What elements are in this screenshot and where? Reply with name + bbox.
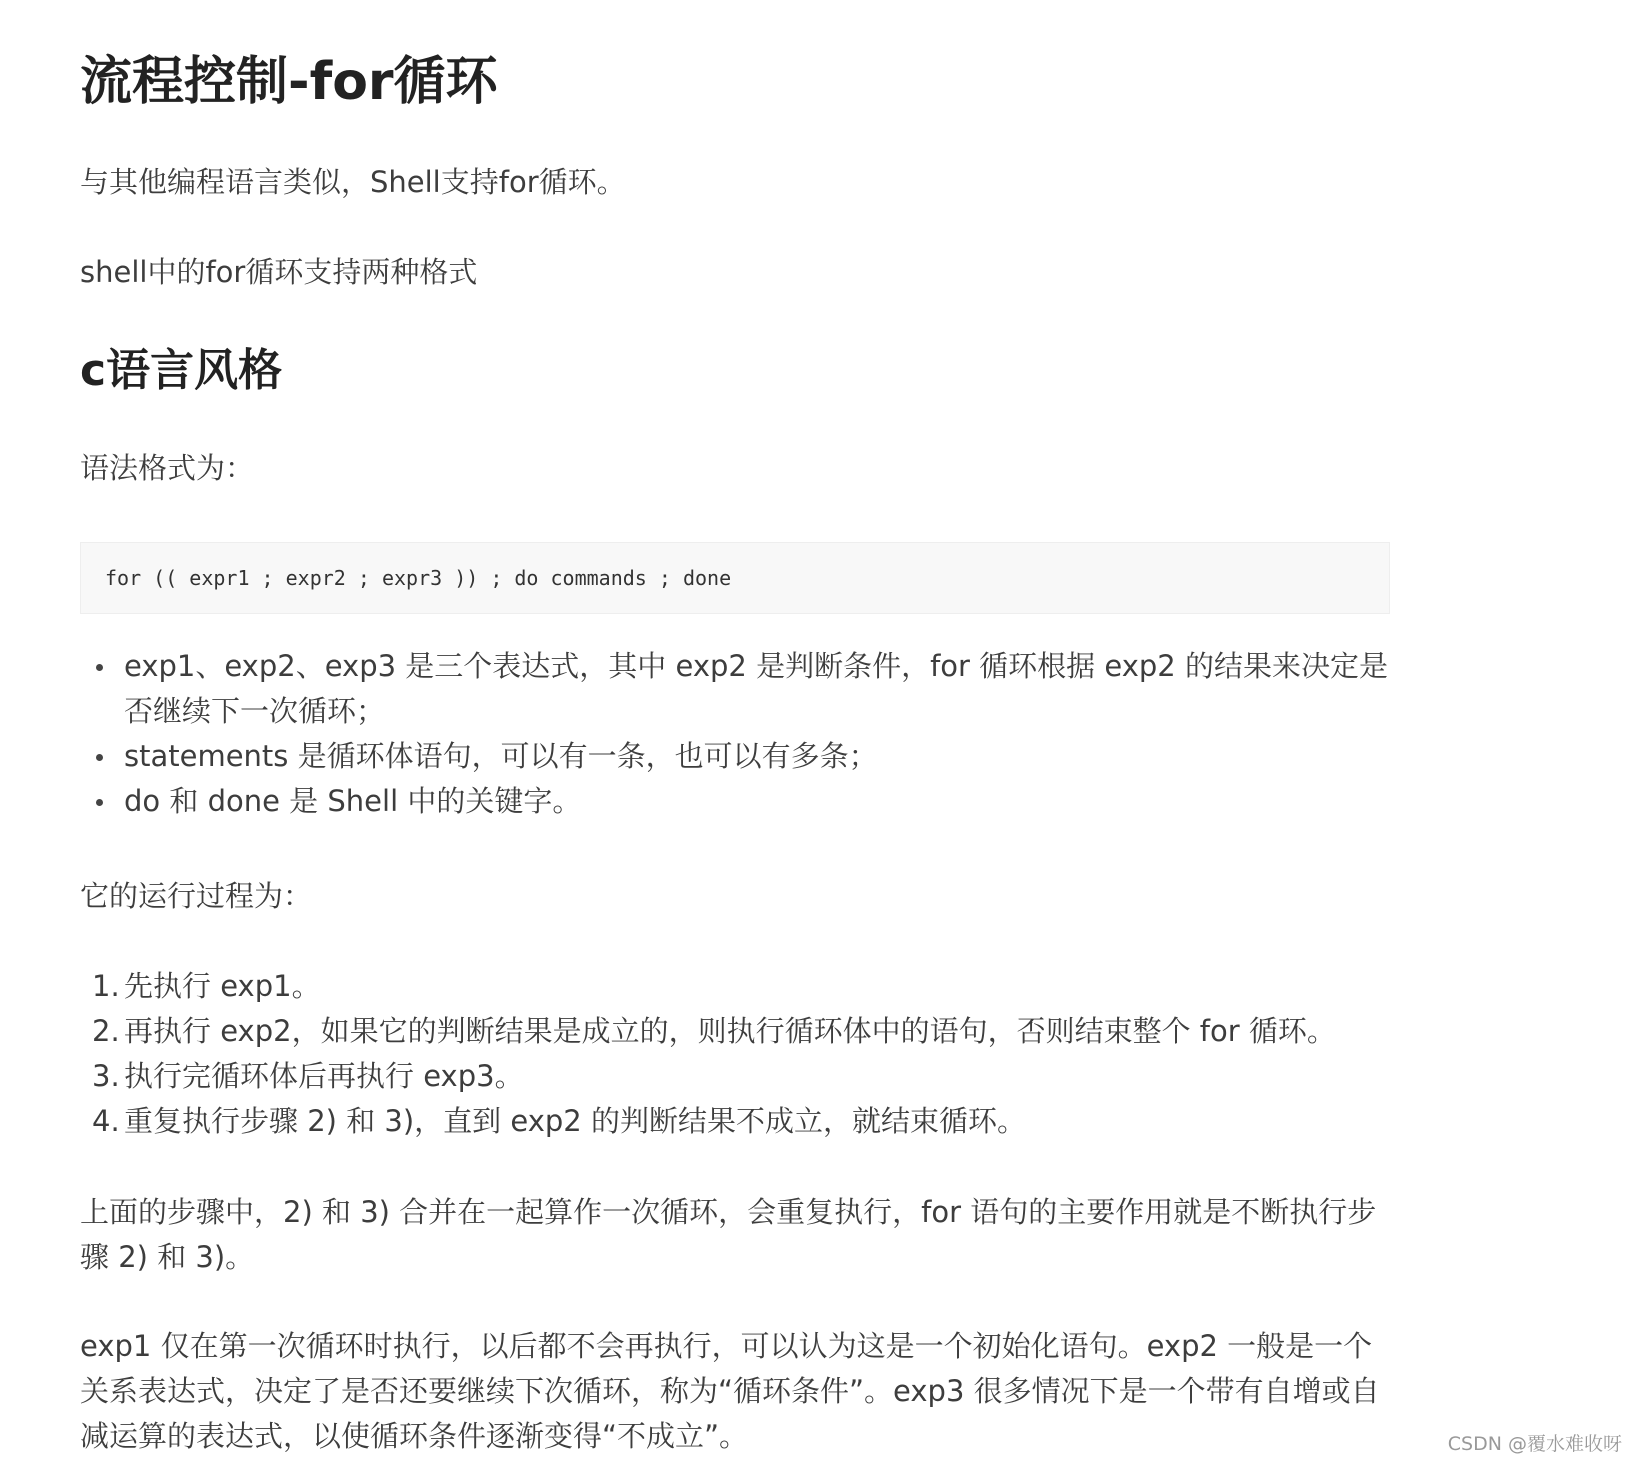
- step-item: [80, 1099, 1390, 1144]
- formats-paragraph: shell中的for循环支持两种格式: [80, 255, 478, 289]
- section-heading-c-style: c语言风格: [80, 345, 283, 396]
- explanation-paragraph: exp1 仅在第一次循环时执行，以后都不会再执行，可以认为这是一个初始化语句。exp2 一般是一个关系表达式，决定了是否还要继续下次循环，称为“循环条件”。exp3 很多情况下是一个带有自增或自减运算的表达式，以使循环条件逐渐变得“不成立”。: [80, 1329, 1380, 1453]
- bullet-icon: [96, 754, 103, 761]
- step-list: [80, 964, 1390, 1144]
- list-item-text: statements 是循环体语句，可以有一条，也可以有多条；: [124, 739, 878, 773]
- csdn-watermark: CSDN @覆水难收呀: [1447, 1433, 1622, 1455]
- step-text: 重复执行步骤 2) 和 3)，直到 exp2 的判断结果不成立，就结束循环。: [124, 1104, 1026, 1138]
- page-title: 流程控制-for循环: [80, 52, 498, 112]
- process-label: 它的运行过程为：: [80, 879, 313, 913]
- step-number: 3.: [92, 1059, 120, 1093]
- code-block: [80, 542, 1390, 614]
- list-item: [80, 779, 1390, 824]
- step-item: [80, 964, 1390, 1009]
- list-item: [80, 734, 1390, 779]
- step-text: 先执行 exp1。: [124, 969, 321, 1003]
- list-item: [80, 644, 1390, 734]
- bullet-icon: [96, 799, 103, 806]
- syntax-label: 语法格式为：: [80, 451, 255, 485]
- step-number: 2.: [92, 1014, 120, 1048]
- step-text: 执行完循环体后再执行 exp3。: [124, 1059, 524, 1093]
- list-item-text: do 和 done 是 Shell 中的关键字。: [124, 784, 582, 818]
- list-item-text: exp1、exp2、exp3 是三个表达式，其中 exp2 是判断条件，for 循环根据 exp2 的结果来决定是否继续下一次循环；: [124, 649, 1388, 728]
- step-text: 再执行 exp2，如果它的判断结果是成立的，则执行循环体中的语句，否则结束整个 for 循环。: [124, 1014, 1336, 1048]
- code-text[interactable]: for (( expr1 ; expr2 ; expr3 )) ; do commands ; done: [105, 566, 732, 590]
- bullet-icon: [96, 664, 103, 671]
- step-item: [80, 1009, 1390, 1054]
- bullet-list: [80, 644, 1390, 824]
- step-number: 4.: [92, 1104, 120, 1138]
- intro-paragraph: 与其他编程语言类似，Shell支持for循环。: [80, 165, 626, 199]
- step-number: 1.: [92, 969, 120, 1003]
- step-item: [80, 1054, 1390, 1099]
- summary-paragraph: 上面的步骤中，2) 和 3) 合并在一起算作一次循环，会重复执行，for 语句的主要作用就是不断执行步骤 2) 和 3)。: [80, 1195, 1377, 1274]
